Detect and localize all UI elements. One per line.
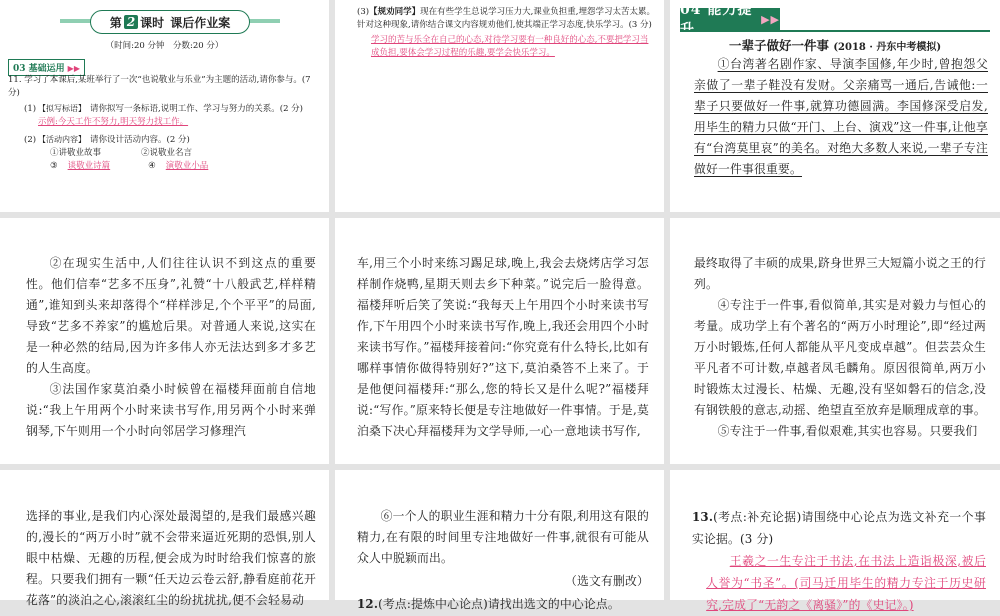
q11-1-answer: 示例:今天工作不努力,明天努力找工作。 (38, 117, 189, 127)
para-3-start-text: ③法国作家莫泊桑小时候曾在福楼拜面前自信地说:“我上午用两个小时来读书写作,用另两个小时来弹钢琴,下午则用一个小时向邻居学习修理汽 (26, 382, 316, 438)
play-arrow-icon: ▶▶ (67, 62, 80, 73)
article-title-text: 一辈子做好一件事 (728, 38, 829, 53)
worksheet-panel-3 (670, 0, 1000, 212)
activity-3-answer: 谈敬业诗篇 (67, 161, 111, 171)
lesson-prefix: 第 (109, 15, 122, 30)
worksheet-panel-4 (0, 218, 329, 464)
q3-tag: 规劝同学 (377, 7, 412, 17)
q12-text: (考点:提炼中心论点)请找出选文的中心论点。 (378, 597, 620, 611)
q3-text: 现在有些学生总说学习压力大,课业负担重,埋怨学习太苦太累。针对这种现象,请你结合课文内容规劝他们,使其端正学习态度,快乐学习。(3 分) (357, 7, 656, 30)
para-6-text: ⑥一个人的职业生涯和精力十分有限,利用这有限的精力,在有限的时间里专注地做好一件事,就很有可能从众人中脱颖而出。 (357, 509, 649, 565)
q11-2-tag: 活动内容 (46, 135, 79, 144)
q13-answer: 王羲之一生专注于书法,在书法上造诣极深,被后人誉为“书圣”。(司马迁用毕生的精力专注于历史研究,完成了“无韵之《离骚》”的《史记》。) (706, 554, 986, 612)
article-para-5-cont (26, 506, 316, 611)
para-3-cont-text: 车,用三个小时来练习踢足球,晚上,我会去烧烤店学习怎样制作烧鸭,星期天则去乡下种菜。”说完后一脸得意。福楼拜听后笑了笑说:“我每天上午用四个小时来读书写作,下午用四个小时来读书写作,晚上,我还会用四个小时来读书写作。”福楼拜接着问:“你究竟有什么特长,比如有哪样事情你做得特别好?”这下,莫泊桑答不上来了。于是他便问福楼拜:“那么,您的特长又是什么呢?”福楼拜说:“写作。”原来特长便是专注地做好一件事情。于是,莫泊桑下决心拜福楼拜为文学导师,一心一意地读书写作, (357, 256, 649, 438)
article-para-6 (357, 506, 649, 615)
q11-text: 11. 学习了本课后,某班举行了一次“也说敬业与乐业”为主题的活动,请你参与。(7 分) (8, 75, 311, 98)
activity-1: ①讲敬业故事 (50, 148, 102, 158)
section-label-advance-text: 04 能力提升 (680, 2, 753, 38)
question-11: 11. 学习了本课后,某班举行了一次“也说敬业与乐业”为主题的活动,请你参与。(7 分) (1) 【拟写标语】 请你拟写一条标语,说明工作、学习与努力的关系。(2 分) 示例:今天工作不努力,明天努力找工作。 (2) 【活动内容】 请你设计活动内容。(2 分) ①讲敬业故事 ②说敬业名言 ③ 谈敬业诗篇 ④ 演敬业小品 (8, 74, 320, 173)
article-para-2-3 (26, 253, 316, 442)
q11-1-tag: 拟写标语 (46, 104, 79, 113)
lesson-header (90, 10, 250, 34)
para-3-end-text: 最终取得了丰硕的成果,跻身世界三大短篇小说之王的行列。 (694, 256, 986, 291)
article-para-3-end-4-5 (694, 253, 986, 442)
para-4-text: ④专注于一件事,看似简单,其实是对毅力与恒心的考量。成功学上有个著名的“两万小时理论”,即“经过两万小时锻炼,任何人都能从平凡变成卓越”。但芸芸众生平凡者不可计数,卓越者凤毛麟角。原因很简单,两万小时锻炼太过漫长、枯燥、无趣,没有坚如磐石的信念,没有钢铁般的意志,动摇、绝望直至放弃是顺理成章的事。 (694, 298, 986, 417)
worksheet-panel-2 (335, 0, 664, 212)
para-5-start-text: ⑤专注于一件事,看似艰难,其实也容易。只要我们 (717, 424, 978, 438)
q3-num: (3) (357, 7, 370, 17)
para-1-text: ①台湾著名剧作家、导演李国修,年少时,曾抱怨父亲做了一辈子鞋没有发财。父亲痛骂一通后,告诫他:一辈子只要做好一件事,就算功德圆满。李国修深受启发,用毕生的精力只做“开门、上台、演戏”这一件事,让他享有“台湾莫里哀”的美名。对绝大多数人来说,一辈子专注做好一件事很重要。 (694, 57, 988, 176)
worksheet-panel-6 (670, 218, 1000, 464)
q13-num: 13. (692, 510, 714, 524)
activity-2: ②说敬业名言 (141, 148, 193, 158)
lesson-suffix: 课时 (140, 15, 165, 30)
worksheet-panel-1 (0, 0, 329, 212)
question-3: (3)【规劝同学】现在有些学生总说学习压力大,课业负担重,埋怨学习太苦太累。针对这种现象,请你结合课文内容规劝他们,使其端正学习态度,快乐学习。(3 分) 学习的苦与乐全在自己的心态,对待学习要有一种良好的心态,不要把学习当成负担,要体会学习过程的乐趣,要学会快乐学习。 (357, 7, 656, 58)
section-divider (680, 30, 990, 32)
section-label-advance (680, 2, 780, 38)
play-arrow-icon: ▶▶ (761, 12, 780, 26)
edit-note: （选文有删改） (565, 574, 649, 588)
time-info: （时间:20 分钟 分数:20 分） (105, 41, 224, 51)
lesson-title: 课后作业案 (170, 15, 231, 30)
para-5-cont-text: 选择的事业,是我们内心深处最渴望的,是我们最感兴趣的,漫长的“两万小时”就不会带来逼近死期的恐惧,别人眼中枯燥、无趣的历程,便会成为时时给我们惊喜的旅程。只要我们拥有一颗“任天边云卷云舒,静看庭前花开花落”的淡泊之心,滚滚红尘的纷扰扰扰,便不会轻易动 (26, 509, 316, 607)
q11-2-text: 请你设计活动内容。(2 分) (90, 135, 190, 145)
article-source: (2018 · 丹东中考模拟) (833, 42, 942, 53)
worksheet-panel-8 (335, 470, 664, 611)
question-12 (357, 594, 649, 615)
activity-4-answer: 演敬业小品 (165, 161, 209, 171)
lesson-number: 2 (124, 15, 138, 29)
section-label-text: 03 基础运用 (13, 64, 65, 74)
q3-answer: 学习的苦与乐全在自己的心态,对待学习要有一种良好的心态,不要把学习当成负担,要体会学习过程的乐趣,要学会快乐学习。 (371, 35, 649, 58)
para-2-text: ②在现实生活中,人们往往认识不到这点的重要性。他们信奉“艺多不压身”,礼赞“十八般武艺,样样精通”,谁知到头来却落得个“样样涉足,个个平平”的局面,导致“艺多不养家”的尴尬后果。对普通人来说,这实在是一种必然的结局,因为许多伟人亦无法达到多才多艺的人生高度。 (26, 256, 316, 375)
q13-text: (考点:补充论据)请围绕中心论点为选文补充一个事实论据。(3 分) (692, 510, 986, 546)
article-para-3-cont (357, 253, 649, 442)
q11-1-text: 请你拟写一条标语,说明工作、学习与努力的关系。(2 分) (90, 104, 303, 114)
worksheet-panel-7 (0, 470, 329, 607)
worksheet-panel-9 (670, 470, 1000, 612)
article-para-1 (694, 54, 988, 180)
q12-num: 12. (357, 597, 379, 611)
article-title (670, 36, 1000, 54)
question-13 (692, 506, 986, 616)
q11-1-num: (1) (24, 104, 37, 114)
worksheet-panel-5 (335, 218, 664, 464)
activity-4: ④ 演敬业小品 (148, 160, 214, 173)
activity-3: ③ 谈敬业诗篇 (50, 160, 116, 173)
